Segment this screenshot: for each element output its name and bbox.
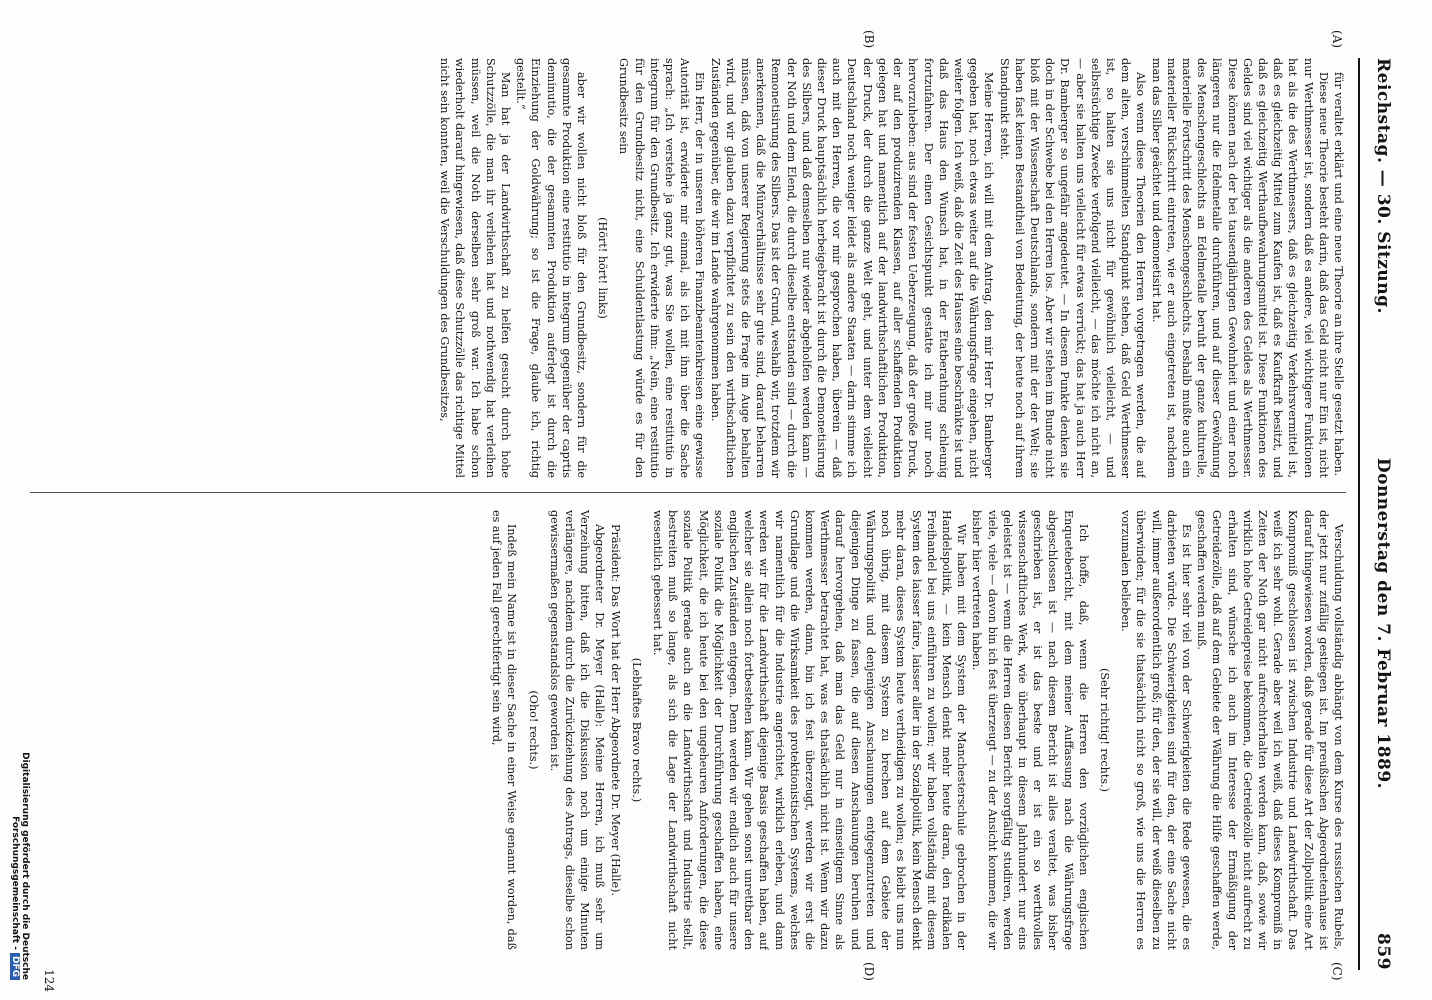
paragraph: Präsident: Das Wort hat der Herr Abgeordnete Dr. Meyer (Halle). <box>608 524 622 897</box>
paragraph: Man hat ja der Landwirthschaft zu helfen gesucht durch hohe Schutzzölle, die man ihr verliehen hat und nothwendig hat verleihen müssen, weil die Noth derselben sehr groß war. Ich habe schon wiederholt darauf hingewiesen, daß diese Schutzzölle das richtige Mittel nicht sein konnten, weil die Verschuldungen des Grundbesitzes, <box>438 58 513 478</box>
column-divider <box>30 492 1346 493</box>
credit-text: Digitalisierung gefördert durch die Deutsche Forschungsgemeinschaft - <box>10 752 30 980</box>
header-rule <box>1358 58 1360 970</box>
header-date: Donnerstag den 7. Februar 1889. <box>1373 457 1393 790</box>
dfg-logo: DFG <box>10 953 20 980</box>
left-column <box>28 58 1346 478</box>
right-column <box>28 510 1346 950</box>
page-header <box>1368 58 1398 970</box>
paragraph: für veraltet erklärt und eine neue Theorie an ihre Stelle gesetzt haben. <box>1332 72 1345 477</box>
paragraph: Abgeordneter Dr. Meyer (Halle): Meine Herren, ich muß sehr um Verzeihung bitten, daß ich die Diskussion noch um einige Minuten verlängere, nachdem durch die Zurückziehung des Antrags, dieselbe schon gewissermaßen gegenstandslos geworden ist. <box>547 510 607 950</box>
paragraph: Diese neue Theorie besteht darin, daß das Geld nicht nur Ein ist, nicht nur Werthmesser ist, sondern daß es andere, viel wichtigere Funktionen hat als die des Werthmessers, daß es gleichzeitig Verkehrsvermittel ist, daß es gleichzeitig Mittel zum Kaufen ist, daß es Kaufkraft besitzt, und daß es gleichzeitig Werthaufbewahrungsmittel ist. Diese Funktionen des Geldes sind viel wichtiger als die anderen des Geldes als Werthmesser. Diese können nach der bei tausendjährigen Gewohnheit und einer noch längeren nur die Edelmetalle durchführen, und auf dieser Gewöhnung des Menschengeschlechts an Edelmetalle beruht der ganze kulturelle, materielle Fortschritt des Menschengeschlechts. Deshalb mußte auch ein materieller Rückschritt eintreten, wie er auch eingetreten ist, nachdem man das Silber geächtet und demonetisirt hat. <box>1149 58 1330 478</box>
interjection: (Sehr richtig! rechts.) <box>1097 667 1111 793</box>
paragraph: Meine Herren, ich will mit dem Antrag, den mir Herr Dr. Bamberger gegeben hat, noch etwas weiter auf die Währungsfrage eingehen, nicht weiter folgen. Ich weiß, daß die Zeit des Hauses eine beschränkte ist und daß das Haus den Wunsch hat, in der Etatberathung schleunig fortzufahren. Der einen Gesichtspunkt gestatte ich mir nur noch hervorzuheben: aus sind der festen Ueberzeugung, daß der große Druck, der auf den produzirenden Klassen, auf aller schaffenden Produktion gelegen hat und namentlich auf der landwirthschaftlichen Produktion, der Druck, der durch die ganze Welt geht, und unter dem vielleicht Deutschland noch weniger leidet als andere Staaten — darin stimme ich auch mit den Herren, die vor mir gesprochen haben, überein — daß dieser Druck hauptsächlich herbeigebracht ist durch die Demonetisirung des Silbers, und daß demselben nur wieder abgeholfen werden kann — der Noth und dem Elend, die durch dieselbe entstanden sind — durch die Remonetisirung des Silbers. Das ist der Grund, weshalb wir, trotzdem wir anerkennen, daß die Münzverhältnisse sehr gute sind, darauf beharren müssen, daß von unserer Regierung stets die Frage im Auge behalten wird, und wir glauben dazu verpflichtet zu sein den wirthschaftlichen Zuständen gegenüber, die wir im Lande wahrgenommen haben. <box>708 58 996 478</box>
page-number: 859 <box>1373 933 1393 970</box>
paragraph: Ich hoffe, daß, wenn die Herren den vorzüglichen englischen Enquetebericht, mit dem meiner Auffassung nach die Währungsfrage abgeschlossen ist — nach diesem Bericht ist alles veraltet, was bisher geschrieben ist, er ist das beste und er ist ein so werthvolles wissenschaftliches Werk, wie überhaupt in diesem Jahrhundert nur eins geleistet ist — wenn die Herren diesen Bericht sorgfältig studiren, werden viele, viele — davon bin ich fest überzeugt — zu der Ansicht kommen, die wir bisher hier vertreten haben. <box>970 510 1090 950</box>
margin-marker-c: (C) <box>1330 962 1344 981</box>
signature-mark: 124 <box>42 969 56 992</box>
interjection: (Oho! rechts.) <box>526 690 540 770</box>
paragraph: Verschuldung vollständig abhängt von dem Kurse des russischen Rubels, der jetzt nur zufällig gestiegen ist. Im preußischen Abgeordnetenhause ist darauf hingewiesen worden, daß gerade für diese Art der Zollpolitik eine Art Kompromiß geschlossen ist zwischen Industrie und Landwirthschaft. Das weiß ich sehr wohl. Gerade aber weil ich weiß, daß dieses Kompromiß in Zeiten der Noth gar nicht aufrechterhalten werden kann, daß, sowie wir wirklich hohe Getreidepreise bekommen, die Getreidezölle nicht aufrecht zu erhalten sind, wünsche ich auch im Interesse der Ermäßigung der Getreidezölle, daß auf dem Gebiete der Währung die Hilfe geschaffen werde, geschaffen werden muß. <box>1195 510 1345 950</box>
header-left: Reichstag. — 30. Sitzung. <box>1373 58 1393 314</box>
margin-marker-a: (A) <box>1330 30 1344 49</box>
margin-marker-d: (D) <box>862 962 876 981</box>
paragraph: Wir haben mit dem System der Manchesterschule gebrochen in der Handelspolitik, — kein Mensch denkt mehr heute daran, den radikalen Freihandel bei uns einführen zu wollen; wir haben vollständig mit diesem System des laisser faire, laisser aller in der Sozialpolitik, kein Mensch denkt mehr daran, dieses System heute vertheidigen zu wollen; es bleibt uns nun noch übrig, mit diesem System zu brechen auf dem Gebiete der Währungspolitik und denjenigen Anschauungen entgegenzutreten und diejenigen Dinge zu fassen, die auf diesen Anschauungen beruhen und darauf hervorgehen, daß man das Geld nur in einseitigem Sinne als Werthmesser betrachtet hat, was es thatsächlich nicht ist. Wenn wir dazu kommen werden, dann, bin ich fest überzeugt, werden wir erst die Grundlage und die Wirksamkeit des protektionistischen Systems, welches wir namentlich für die Industrie angerichtet, wirklich erleben, und dann werden wir für die Landwirthschaft diejenige Basis geschaffen haben, auf welcher sie allein noch fortbestehen kann. Wir gehen sonst unrettbar den englischen Zuständen entgegen. Denn werden wir endlich auch für unsere soziale Politik die Möglichkeit der Durchführung geschaffen haben, eine Möglichkeit, die ich heute bei den ungeheuren Anforderungen, die diese soziale Politik gerade auch an die Landwirthschaft und Industrie stellt, bestreiten muß so lange, als sich die Lage der Landwirthschaft nicht wesentlich gebessert hat. <box>651 510 969 950</box>
paragraph: Indeß mein Name ist in dieser Sache in einer Weise genannt worden, daß es auf jeden Fall gerechtfertigt sein wird, <box>490 510 519 950</box>
paragraph: Ein Herr, der in unseren höheren Finanzbeamtenkreisen eine gewisse Autorität ist, erwiderte mir einmal, als ich mit ihm über die Sache sprach: „Ich verstehe ja ganz gut, was Sie wollen, eine restitutio in integrum für den Grundbesitz. Ich erwiderte ihm: „Nein, eine restitutio für den Grundbesitz nicht, eine Schuldentlastung würde es für den Grundbesitz sein <box>617 58 707 478</box>
paragraph: aber wir wollen nicht bloß für den Grundbesitz, sondern für die gesammte Produktion eine restitutio in integrum gegenüber der caprtis deminutio, die der gesammten Produktion auferlegt ist durch die Einziehung der Goldwährung; so ist die Frage, glaube ich, richtig gestellt.“ <box>514 58 589 478</box>
interjection: (Hört! hört! links) <box>596 217 610 319</box>
paragraph: Also wenn diese Theorien den Herren vorgetragen werden, die auf dem alten, verschimmelten Standpunkt stehen, daß Geld Werthmesser ist, so halten sie uns nicht für gewöhnlich vielleicht, — und selbstsüchtige Zwecke verfolgend vielleicht, — das möchte ich nicht an, — aber sie halten uns vielleicht für etwas verrückt; das hat ja auch Herr Dr. Bamberger so ungefähr angedeutet. — In diesem Punkte denken sie doch in der Schwebe bei den Herren los. Aber wir stehen im Bunde nicht bloß mit der Wissenschaft Deutschlands, sondern mit der der Welt; sie haben fast keinen Bestandtheil von Bedeutung, der heute noch auf ihrem Standpunkt steht. <box>997 58 1148 478</box>
interjection: (Lebhaftes Bravo rechts.) <box>629 657 643 803</box>
digitization-credit <box>10 640 30 980</box>
paragraph: Es ist hier sehr viel von der Schwierigkeiten die Rede gewesen, die es darbieten würde. Die Schwierigkeiten sind für den, der eine Sache nicht will, immer außerordentlich groß; für den, der sie will, der weiß dieselben zu überwinden; für die sie thatsächlich nicht so groß, wie uns die Herren es vorzumalen belieben. <box>1119 510 1193 950</box>
margin-marker-b: (B) <box>862 30 876 49</box>
